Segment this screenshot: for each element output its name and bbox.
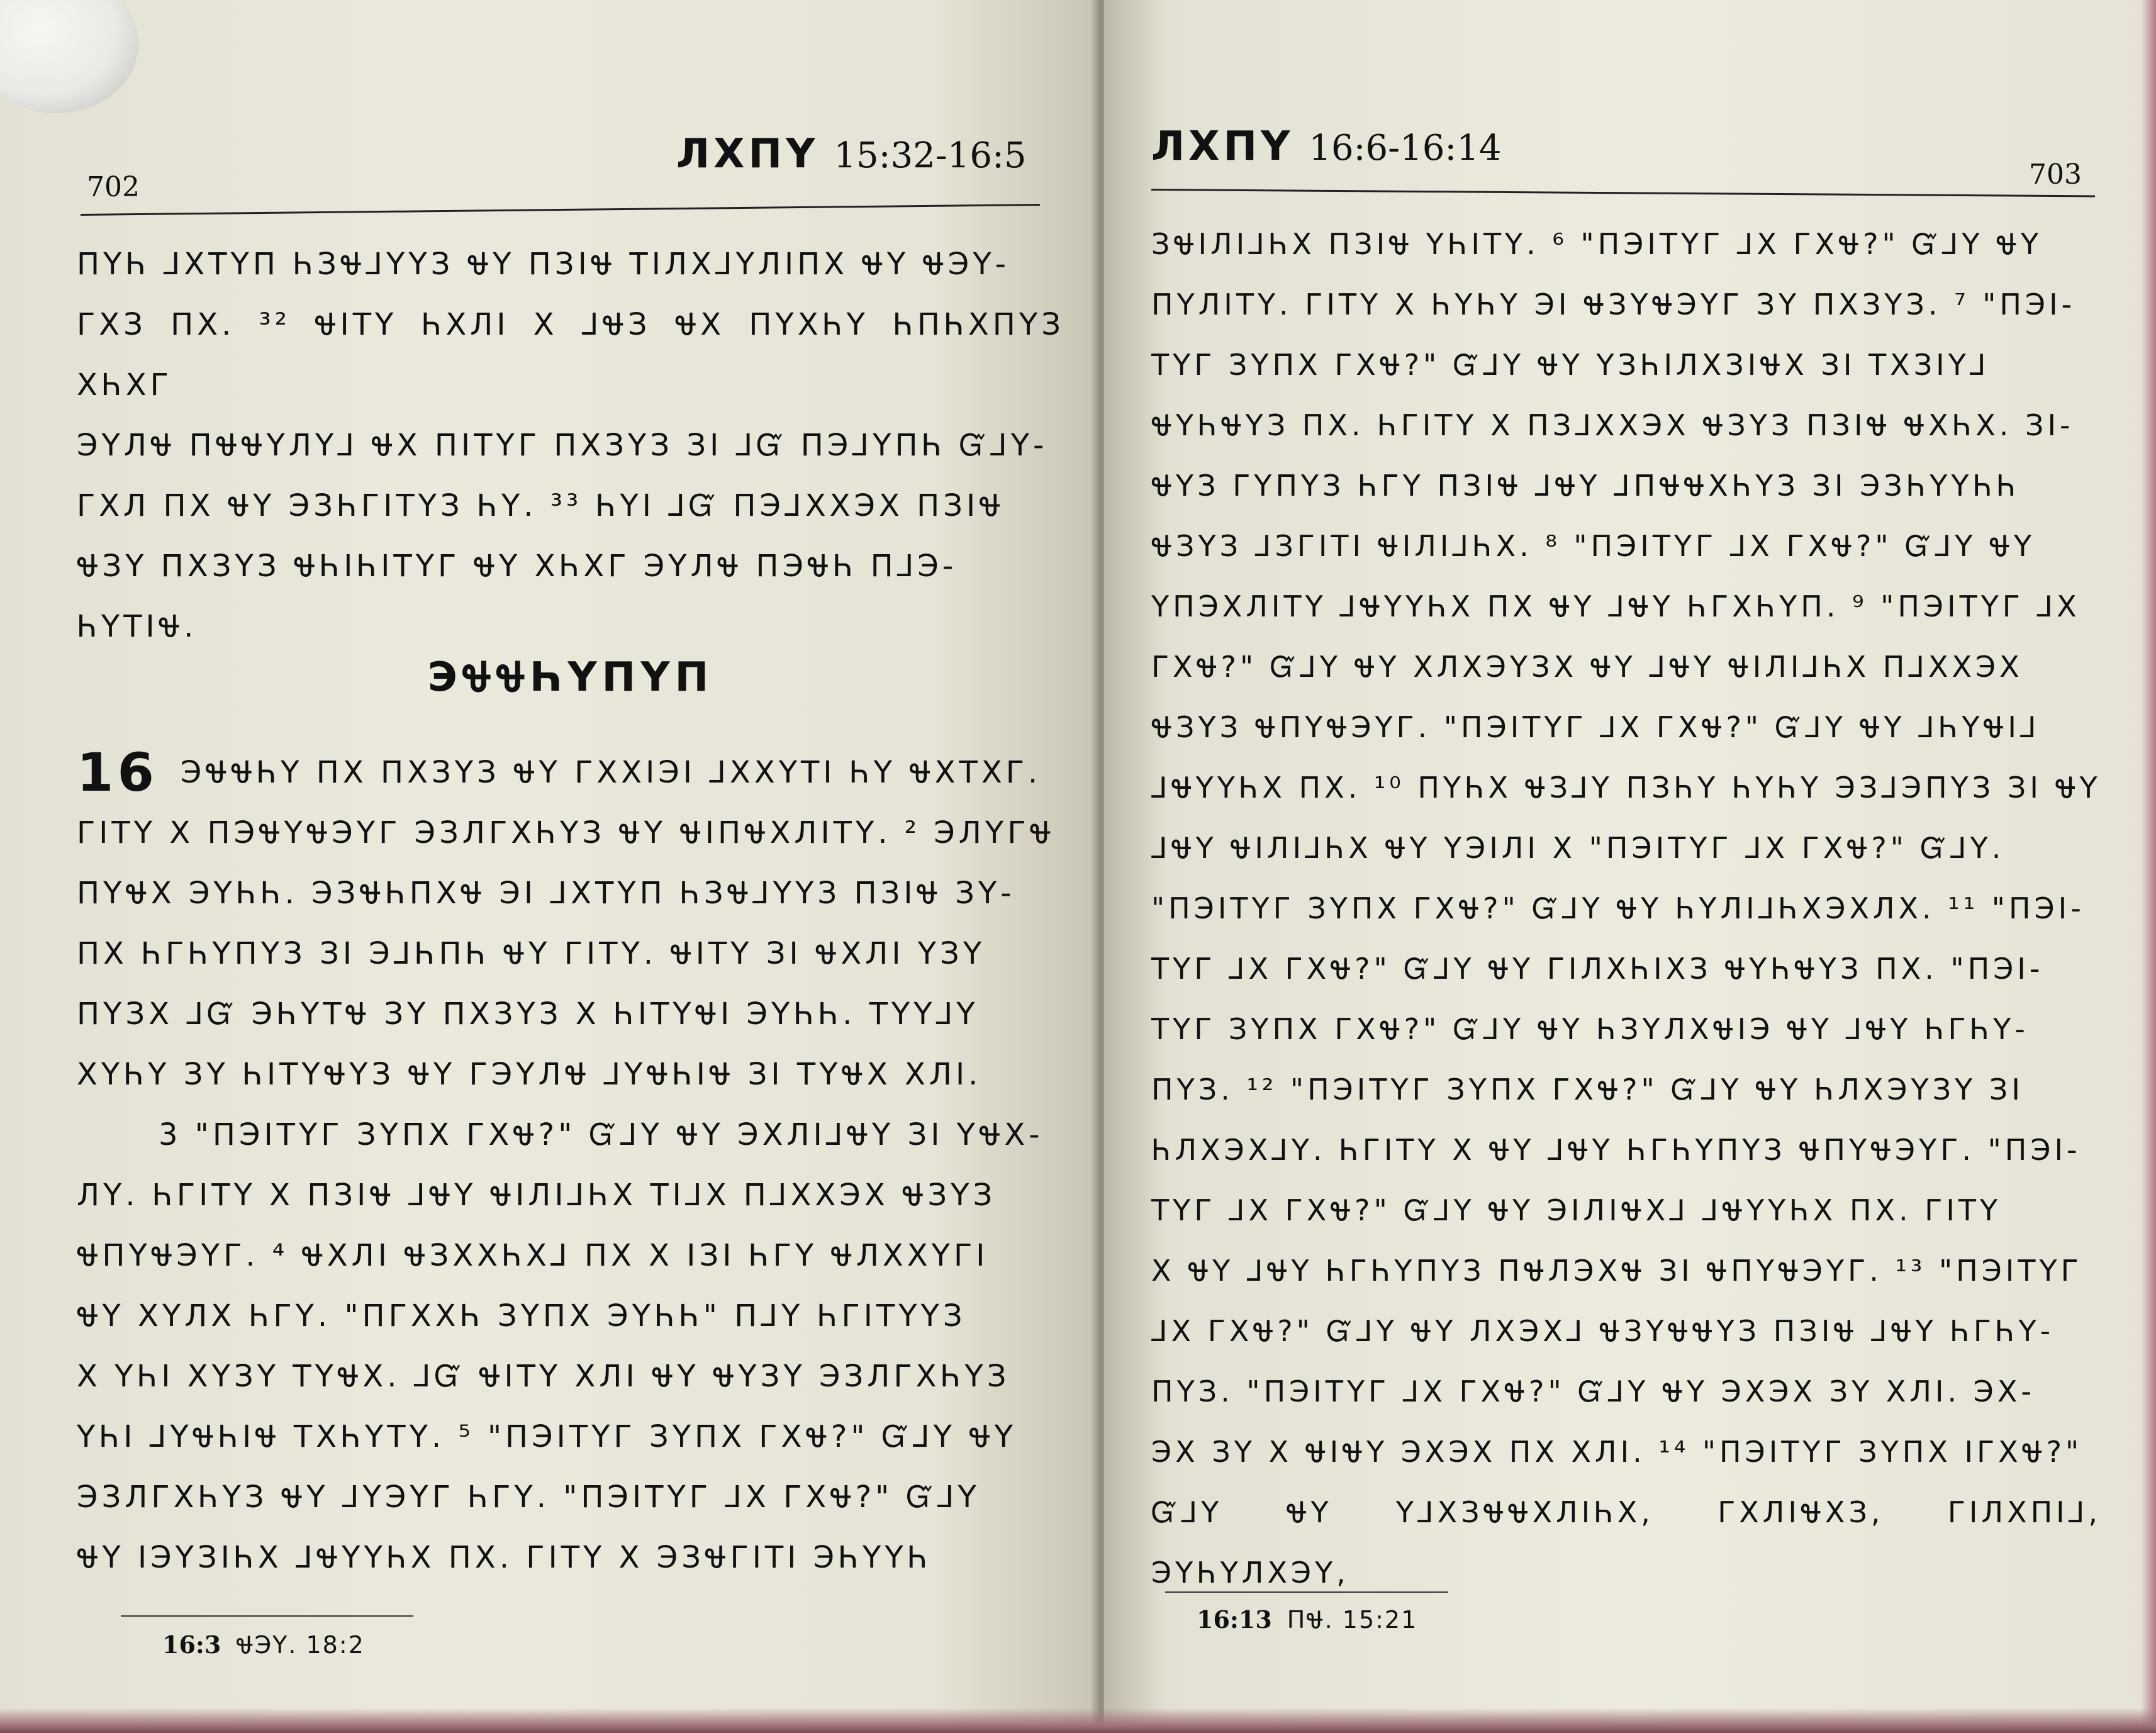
text-line: ГХЛ ПХ ᏠҮ ЭЗҺГІТҮЗ ҺҮ. ³³ ҺҮІ ⅃Ᏻ ПЭ⅃ХХЭХ ПЗІᏠ [77,488,1005,523]
text-line: "ПЭІТҮГ ЗҮПХ ГХᏠ?" Ᏻ⅃Ү ᏠҮ ҺҮЛІ⅃ҺХЭХЛХ. ¹¹ "ПЭІ- [1151,891,2085,925]
footnote-text: ᏠЭҮ. 18:2 [236,1631,365,1659]
text-line: ᏠЗҮЗ ⅃ЗГІТІ ᏠІЛІ⅃ҺХ. ⁸ "ПЭІТҮГ ⅃Х ГХᏠ?" Ᏻ⅃Ү ᏠҮ [1151,529,2036,563]
running-header-right [1151,123,1501,170]
text-line: ᏠҮ ІЭҮЗІҺХ ⅃ᏠҮҮҺХ ПХ. ГІТҮ Х ЭЗᏠГІТІ ЭҺҮҮҺ [77,1540,932,1575]
page-number-left: 702 [87,171,140,203]
text-line: ᏠҮ ХҮЛХ ҺГҮ. "ПГХХҺ ЗҮПХ ЭҮҺҺ" П⅃Ү ҺГІТҮҮЗ [77,1298,966,1334]
running-header-left [676,131,1026,177]
footnote-right [1197,1605,1417,1634]
header-verse-range: 15:32-16:5 [834,135,1027,176]
text-line: ХҮҺҮ ЗҮ ҺІТҮᏠҮЗ ᏠҮ ГЭҮЛᏠ ⅃ҮᏠҺІᏠ ЗІ ТҮᏠХ ХЛІ. [77,1057,982,1092]
text-line: ТҮГ ⅃Х ГХᏠ?" Ᏻ⅃Ү ᏠҮ ГІЛХҺІХЗ ᏠҮҺᏠҮЗ ПХ. "ПЭІ- [1151,952,2044,986]
text-line: ҺҮТІᏠ. [77,609,198,644]
text-line: ЭҮЛᏠ ПᏠᏠҮЛҮ⅃ ᏠХ ПІТҮГ ПХЗҮЗ ЗІ ⅃Ᏻ ПЭ⅃ҮПҺ Ᏻ⅃Ү- [77,428,1048,463]
text-line: ТҮГ ЗҮПХ ГХᏠ?" Ᏻ⅃Ү ᏠҮ ҮЗҺІЛХЗІᏠХ ЗІ ТХЗІҮ⅃ [1151,348,1990,382]
text-line: ҮҺІ ⅃ҮᏠҺІᏠ ТХҺҮТҮ. ⁵ "ПЭІТҮГ ЗҮПХ ГХᏠ?" Ᏻ⅃Ү ᏠҮ [77,1419,1017,1454]
text-line: ГХᏠ?" Ᏻ⅃Ү ᏠҮ ХЛХЭҮЗХ ᏠҮ ⅃ᏠҮ ᏠІЛІ⅃ҺХ П⅃ХХЭХ [1151,650,2023,684]
text-line: ⅃ᏠҮ ᏠІЛІ⅃ҺХ ᏠҮ ҮЭІЛІ Х "ПЭІТҮГ ⅃Х ГХᏠ?" Ᏻ⅃Ү. [1151,831,2005,865]
footnote-rule-right [1165,1591,1448,1593]
right-page [1104,0,2156,1733]
footnote-reference: 16:3 [162,1630,221,1659]
text-line: ЭХ ЗҮ Х ᏠІᏠҮ ЭХЭХ ПХ ХЛІ. ¹⁴ "ПЭІТҮГ ЗҮПХ ІГХᏠ?" [1151,1435,2083,1469]
text-line: ⅃Х ГХᏠ?" Ᏻ⅃Ү ᏠҮ ЛХЭХ⅃ ᏠЗҮᏠᏠҮЗ ПЗІᏠ ⅃ᏠҮ ҺГҺҮ- [1151,1314,2055,1348]
text-line: ТҮГ ЗҮПХ ГХᏠ?" Ᏻ⅃Ү ᏠҮ ҺЗҮЛХᏠІЭ ᏠҮ ⅃ᏠҮ ҺГҺҮ- [1151,1012,2029,1046]
text-line: ᏠПҮᏠЭҮГ. ⁴ ᏠХЛІ ᏠЗХХҺХ⅃ ПХ Х ІЗІ ҺГҮ ᏠЛХХҮГІ [77,1238,989,1273]
text-line: ⅃ᏠҮҮҺХ ПХ. ¹⁰ ПҮҺХ ᏠЗ⅃Ү ПЗҺҮ ҺҮҺҮ ЭЗ⅃ЭПҮЗ ЗІ ᏠҮ [1151,771,2101,805]
text-line: ПҮᏠХ ЭҮҺҺ. ЭЗᏠҺПХᏠ ЭІ ⅃ХТҮП ҺЗᏠ⅃ҮҮЗ ПЗІᏠ ЗҮ- [77,876,1015,911]
text-line: ЗᏠІЛІ⅃ҺХ ПЗІᏠ ҮҺІТҮ. ⁶ "ПЭІТҮГ ⅃Х ГХᏠ?" Ᏻ⅃Ү ᏠҮ [1151,227,2043,261]
text-line: ПҮҺ ⅃ХТҮП ҺЗᏠ⅃ҮҮЗ ᏠҮ ПЗІᏠ ТІЛХ⅃ҮЛІПХ ᏠҮ ᏠЭҮ- [77,247,1010,282]
text-line: ЭᏠᏠҺҮ ПХ ПХЗҮЗ ᏠҮ ГХХІЭІ ⅃ХХҮТІ ҺҮ ᏠХТХГ. [180,755,1042,790]
text-line: ЛҮ. ҺГІТҮ Х ПЗІᏠ ⅃ᏠҮ ᏠІЛІ⅃ҺХ ТІ⅃Х П⅃ХХЭХ ᏠЗҮЗ [77,1178,997,1213]
text-line: Ᏻ⅃Ү ᏠҮ Ү⅃ХЗᏠᏠХЛІҺХ, ГХЛІᏠХЗ, ГІЛХПІ⅃, ЭҮҺҮЛХЭҮ, [1151,1495,2101,1590]
text-line: ᏠҮҺᏠҮЗ ПХ. ҺГІТҮ Х ПЗ⅃ХХЭХ ᏠЗҮЗ ПЗІᏠ ᏠХҺХ. ЗІ- [1151,408,2074,442]
footnote-reference: 16:13 [1197,1605,1272,1634]
text-line: ГХЗ ПХ. ³² ᏠІТҮ ҺХЛІ Х ⅃ᏠЗ ᏠХ ПҮХҺҮ ҺПҺХПҮЗ ХҺХГ [77,307,1064,403]
text-line: ᏠЗҮЗ ᏠПҮᏠЭҮГ. "ПЭІТҮГ ⅃Х ГХᏠ?" Ᏻ⅃Ү ᏠҮ ⅃ҺҮᏠІ⅃ [1151,710,2040,744]
text-line: Х ᏠҮ ⅃ᏠҮ ҺГҺҮПҮЗ ПᏠЛЭХᏠ ЗІ ᏠПҮᏠЭҮГ. ¹³ "ПЭІТҮГ [1151,1254,2082,1288]
body-right [1151,214,2101,1603]
text-line: ҺЛХЭХ⅃Ү. ҺГІТҮ Х ᏠҮ ⅃ᏠҮ ҺГҺҮПҮЗ ᏠПҮᏠЭҮГ. "ПЭІ- [1151,1133,2081,1167]
footnote-left [162,1630,365,1659]
text-line: ГІТҮ Х ПЭᏠҮᏠЭҮГ ЭЗЛГХҺҮЗ ᏠҮ ᏠІПᏠХЛІТҮ. ² ЭЛҮГᏠ [77,815,1055,850]
header-book-name: ЛХПҮ [676,131,819,177]
text-line: Х ҮҺІ ХҮЗҮ ТҮᏠХ. ⅃Ᏻ ᏠІТҮ ХЛІ ᏠҮ ᏠҮЗҮ ЭЗЛГХҺҮЗ [77,1359,1010,1394]
text-line: ᏠЗҮ ПХЗҮЗ ᏠҺІҺІТҮГ ᏠҮ ХҺХГ ЭҮЛᏠ ПЭᏠҺ П⅃Э- [77,549,958,584]
body-top-left [77,234,1064,657]
page-number-right: 703 [2029,159,2082,191]
text-line: ᏠҮЗ ГҮПҮЗ ҺГҮ ПЗІᏠ ⅃ᏠҮ ⅃ПᏠᏠХҺҮЗ ЗІ ЭЗҺҮҮҺҺ [1151,469,2020,503]
cover-edge-bottom [0,1708,2156,1733]
footnote-text: ПᏠ. 15:21 [1287,1606,1418,1634]
text-line: ПҮЗ. "ПЭІТҮГ ⅃Х ГХᏠ?" Ᏻ⅃Ү ᏠҮ ЭХЭХ ЗҮ ХЛІ. ЭХ- [1151,1374,2035,1408]
text-line: ЭЗЛГХҺҮЗ ᏠҮ ⅃ҮЭҮГ ҺГҮ. "ПЭІТҮГ ⅃Х ГХᏠ?" Ᏻ⅃Ү [77,1479,980,1515]
section-heading: ЭᏠᏠҺҮПҮП [427,654,714,701]
text-line: ҮПЭХЛІТҮ ⅃ᏠҮҮҺХ ПХ ᏠҮ ⅃ᏠҮ ҺГХҺҮП. ⁹ "ПЭІТҮГ ⅃Х [1151,589,2081,623]
footnote-rule-left [121,1615,413,1617]
text-line: ПХ ҺГҺҮПҮЗ ЗІ Э⅃ҺПҺ ᏠҮ ГІТҮ. ᏠІТҮ ЗІ ᏠХЛІ ҮЗҮ [77,936,986,971]
header-book-name: ЛХПҮ [1151,123,1294,170]
text-line: ТҮГ ⅃Х ГХᏠ?" Ᏻ⅃Ү ᏠҮ ЭІЛІᏠХ⅃ ⅃ᏠҮҮҺХ ПХ. ГІТҮ [1151,1193,2002,1227]
text-line: ПҮЗ. ¹² "ПЭІТҮГ ЗҮПХ ГХᏠ?" Ᏻ⅃Ү ᏠҮ ҺЛХЭҮЗҮ ЗІ [1151,1073,2024,1106]
header-rule-left [81,204,1040,216]
chapter-number: 16 [77,742,158,803]
cover-edge-right [2141,0,2156,1733]
text-line: ПҮЗХ ⅃Ᏻ ЭҺҮТᏠ ЗҮ ПХЗҮЗ Х ҺІТҮᏠІ ЭҮҺҺ. ТҮҮ⅃Ү [77,996,979,1032]
text-line: ПҮЛІТҮ. ГІТҮ Х ҺҮҺҮ ЭІ ᏠЗҮᏠЭҮГ ЗҮ ПХЗҮЗ. ⁷ "ПЭІ- [1151,287,2076,321]
header-rule-right [1151,189,2095,197]
header-verse-range: 16:6-16:14 [1309,128,1502,169]
text-line: 3 "ПЭІТҮГ ЗҮПХ ГХᏠ?" Ᏻ⅃Ү ᏠҮ ЭХЛІ⅃ᏠҮ ЗІ ҮᏠХ- [159,1117,1044,1152]
body-chapter-left [77,742,1064,1588]
